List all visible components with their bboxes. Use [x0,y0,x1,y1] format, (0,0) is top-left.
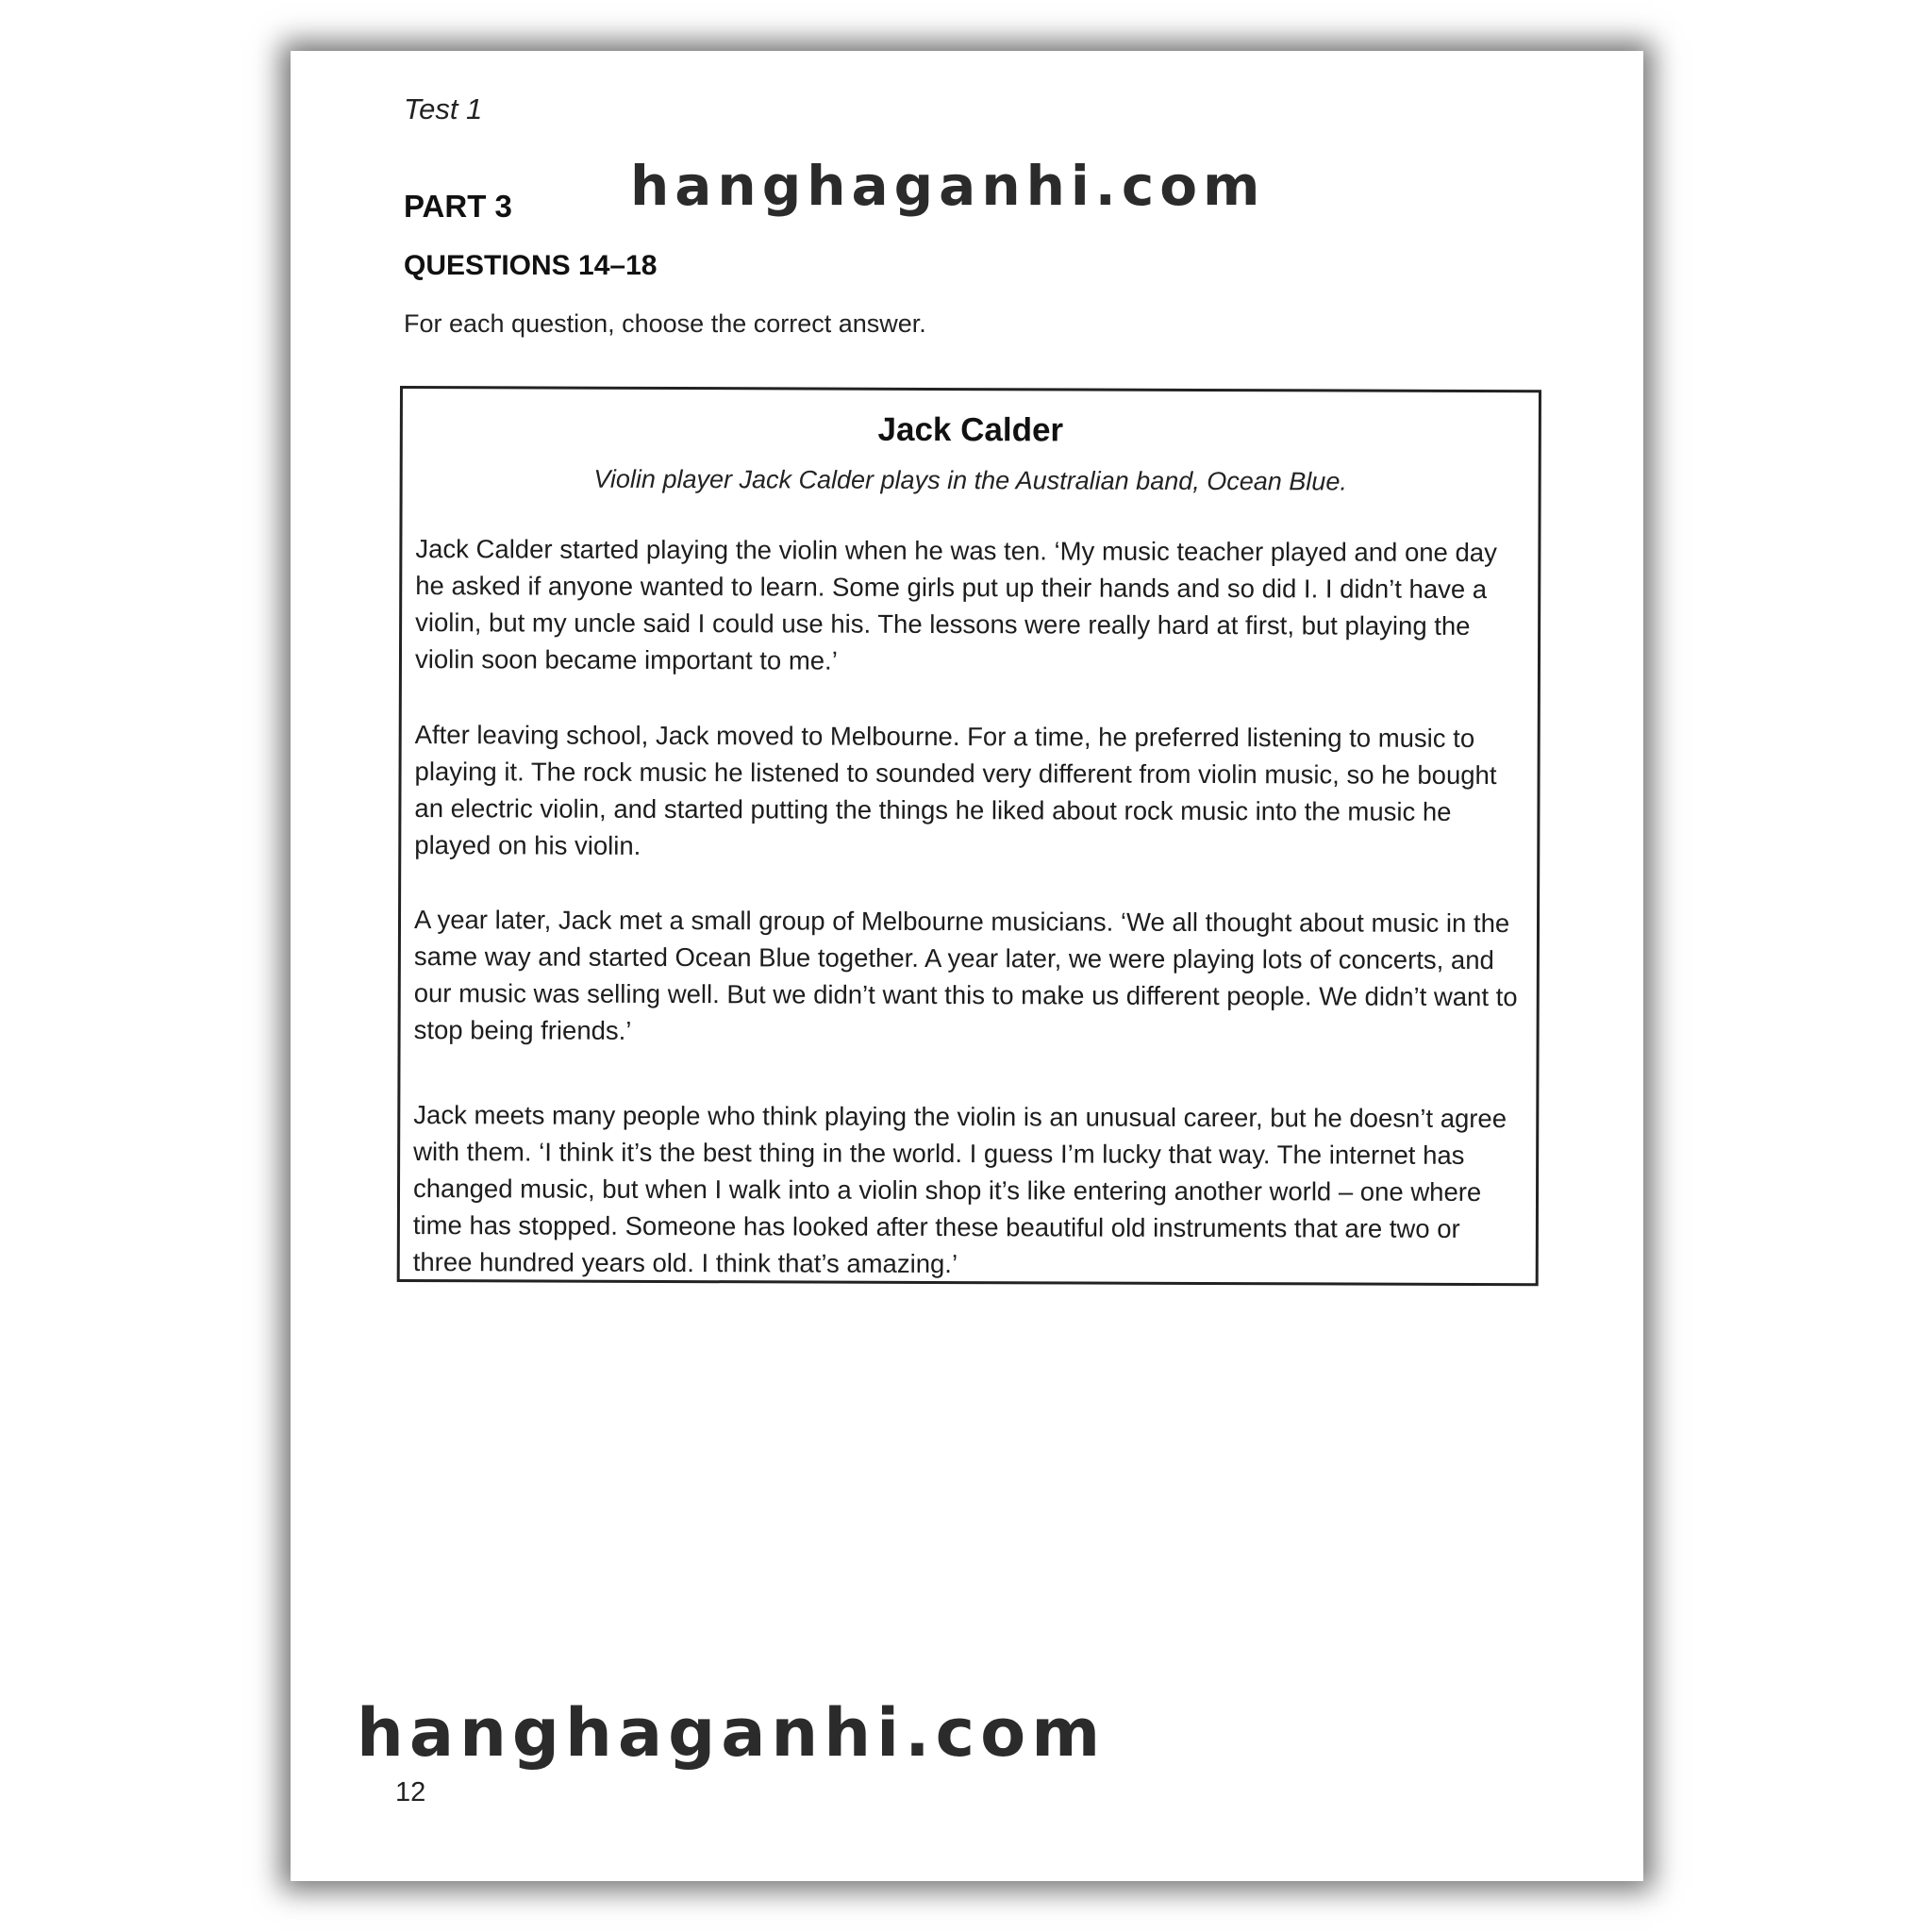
test-label: Test 1 [404,92,483,125]
page-number: 12 [395,1777,426,1807]
article-paragraph-2: After leaving school, Jack moved to Melbourne. For a time, he preferred listening to music to playing it. The rock music he listened to sounded very different from violin music, so he bought an electric violin, and started putting the things he liked about rock music into the music he played on his violin. [414,720,1497,860]
article-paragraph-3: A year later, Jack met a small group of Melbourne musicians. ‘We all thought about music in the same way and started Ocean Blue together. A year later, we were playing lots of concerts, and our music was selling well. But we didn’t want this to make us different people. We didn’t want to stop being friends.’ [413,905,1518,1045]
instruction-text: For each question, choose the correct answer. [404,309,926,338]
article-title: Jack Calder [877,410,1064,449]
article-paragraph-1: Jack Calder started playing the violin when he was ten. ‘My music teacher played and one day he asked if anyone wanted to learn. Some girls put up their hands and so did I. I didn’t have a violin, but my uncle said I could use his. The lessons were really hard at first, but playing the violin soon became important to me.’ [414,534,1497,675]
watermark-top: hanghaganhi.com [630,154,1266,218]
article-box [397,386,1541,1286]
article-paragraph-4: Jack meets many people who think playing the violin is an unusual career, but he doesn’t agree with them. ‘I think it’s the best thing in the world. I guess I’m lucky that way. The internet has changed music, but when I walk into a violin shop it’s like entering another world – one where time has stopped. Someone has looked after these beautiful old instruments that are two or three hundred years old. I think that’s amazing.’ [412,1100,1507,1279]
watermark-bottom: hanghaganhi.com [357,1694,1107,1772]
questions-heading: QUESTIONS 14–18 [404,250,658,281]
part-heading: PART 3 [404,189,512,224]
document-page [291,51,1643,1881]
article-subtitle: Violin player Jack Calder plays in the Australian band, Ocean Blue. [593,464,1347,496]
